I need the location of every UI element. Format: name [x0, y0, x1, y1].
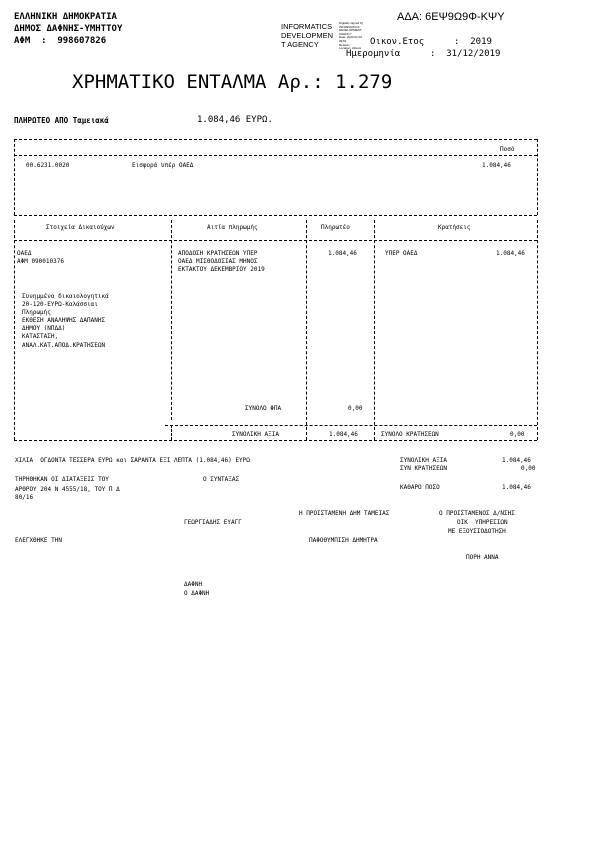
- mayor-title: Ο ΔΑΦΝΗ: [184, 590, 210, 597]
- divider: [14, 240, 537, 241]
- treasurer-title: Η ΠΡΟΙΣΤΑΜΕΝΗ ΔΗΜ ΤΑΜΕΙΑΣ: [299, 510, 390, 517]
- fiscal-year-value: : 2019: [454, 37, 492, 47]
- account-description: Εισφορά υπέρ ΟΑΕΔ: [132, 162, 194, 169]
- cause-line: ΟΑΕΔ ΜΙΣΘΟΔΟΣΙΑΣ ΜΗΝΟΣ: [178, 258, 258, 265]
- stamp-line: INFORMATICS: [281, 22, 333, 31]
- stamp-line: DEVELOPMEN: [281, 31, 334, 40]
- grand-total-value: 1.084,46: [329, 431, 358, 438]
- regulations-text: 80/16: [15, 494, 34, 501]
- divider: [165, 425, 537, 426]
- supporting-docs: ΕΚΘΕΣΗ ΑΝΑΛΗΨΗΣ ΔΑΠΑΝΗΣ: [22, 317, 106, 324]
- afm: ΑΦΜ : 998607826: [14, 36, 107, 46]
- cause-line: ΕΚΤΑΚΤΟΥ ΔΕΚΕΜΒΡΙΟΥ 2019: [178, 266, 265, 273]
- digital-signature-stamp: [281, 22, 371, 52]
- municipality-name: ΔΗΜΟΣ ΔΑΦΝΗΣ-ΥΜΗΤΤΟΥ: [14, 24, 123, 34]
- director-title: ΟΙΚ ΥΠΗΡΕΣΙΩΝ: [457, 519, 508, 526]
- stamp-detail: Date: 2020.01.02: [339, 35, 363, 40]
- column-header-deductions: Κρατήσεις: [438, 224, 471, 231]
- stamp-detail: Digitally signed by: [339, 21, 364, 25]
- vat-total-label: ΣΥΝΟΛΟ ΦΠΑ: [245, 405, 282, 412]
- column-header-cause: Αιτία πληρωμής: [207, 224, 258, 231]
- amount-column-header: Ποσό: [500, 146, 515, 153]
- column-header-beneficiaries: Στοιχεία Δικαιούχων: [46, 224, 115, 231]
- footer-total-value: 1.084,46: [502, 457, 531, 464]
- footer-deductions-value: 0,00: [521, 465, 536, 472]
- supporting-docs: Συνημμένα δικαιολογητικά: [22, 293, 109, 300]
- net-amount-label: ΚΑΘΑΡΟ ΠΟΣΟ: [400, 484, 440, 491]
- treasurer-name: ΠΑΦΟΘΥΜΠΙΣΗ ΔΗΜΗΤΡΑ: [309, 537, 378, 544]
- supporting-docs: 20-120-ΕΥΡΩ-Καλάσσιαι: [22, 301, 98, 308]
- checked-by: ΕΛΕΓΧΘΗΚΕ ΤΗΝ: [15, 537, 62, 544]
- net-amount-value: 1.084,46: [502, 484, 531, 491]
- account-amount: 1.084,46: [482, 162, 511, 169]
- org-name: ΕΛΛΗΝΙΚΗ ΔΗΜΟΚΡΑΤΙΑ: [14, 12, 117, 22]
- beneficiary-afm: ΑΦΜ 090010376: [17, 258, 64, 265]
- footer-deductions-label: ΣΥΝ ΚΡΑΤΗΣΕΩΝ: [400, 465, 447, 472]
- director-title: ΜΕ ΕΞΟΥΣΙΟΔΟΤΗΣΗ: [448, 528, 506, 535]
- amount-in-words: ΧΙΛΙΑ ΟΓΔΟΝΤΑ ΤΕΣΣΕΡΑ ΕΥΡΩ και ΣΑΡΑΝΤΑ ΕΞΙ ΛΕΠΤΑ (1.084,46) ΕΥΡΩ: [15, 457, 250, 464]
- stamp-detail: Location: Athens: [339, 46, 362, 51]
- payable-label: ΠΛΗΡΩΤΕΟ ΑΠΟ Ταμειακά: [14, 116, 109, 125]
- column-header-payable: Πληρωτέο: [321, 224, 350, 231]
- divider: [14, 215, 537, 216]
- ada-code: ΑΔΑ: 6ΕΨ9Ω9Φ-ΚΨΥ: [397, 11, 505, 23]
- divider: [171, 220, 172, 420]
- supporting-docs: Πληρωμής: [22, 309, 51, 316]
- beneficiary-name: ΟΑΕΔ: [17, 250, 32, 257]
- stamp-detail: 09:51: [339, 38, 347, 43]
- supporting-docs: ΔΗΜΟΥ (ΝΠΔΔ): [22, 325, 66, 332]
- regulations-text: ΑΡΘΡΟΥ 204 Ν 4555/18, ΤΟΥ Π Δ: [15, 486, 120, 493]
- divider: [537, 139, 538, 215]
- stamp-detail: INFORMATICS: [339, 24, 360, 29]
- cause-line: ΑΠΟΔΟΣΗ ΚΡΑΤΗΣΕΩΝ ΥΠΕΡ: [178, 250, 258, 257]
- supporting-docs: ΑΝΑΛ.ΚΑΤ.ΑΠΟΔ.ΚΡΑΤΗΣΕΩΝ: [22, 342, 106, 349]
- mayor-place: ΔΑΦΝΗ: [184, 581, 203, 588]
- divider: [537, 220, 538, 440]
- divider: [374, 220, 375, 440]
- divider: [14, 139, 537, 140]
- footer-total-label: ΣΥΝΟΛΙΚΗ ΑΞΙΑ: [400, 457, 447, 464]
- deduction-value: 1.084,46: [496, 250, 525, 257]
- grand-total-label: ΣΥΝΟΛΙΚΗ ΑΞΙΑ: [232, 431, 279, 438]
- account-code: 00.6231.0020: [26, 162, 70, 169]
- divider: [14, 440, 537, 441]
- signatory-name: ΓΕΩΡΓΙΑΔΗΣ ΕΥΑΓΓ: [184, 519, 242, 526]
- divider: [14, 139, 15, 215]
- date-label: Ημερομηνία: [346, 49, 401, 59]
- director-title: Ο ΠΡΟΙΣΤΑΜΕΝΟΣ Δ/ΝΣΗΣ: [439, 510, 515, 517]
- document-title: ΧΡΗΜΑΤΙΚΟ ΕΝΤΑΛΜΑ Αρ.: 1.279: [72, 71, 393, 93]
- payable-value: 1.084,46: [328, 250, 357, 257]
- stamp-line: T AGENCY: [281, 40, 319, 49]
- deduction-label: ΥΠΕΡ ΟΑΕΔ: [385, 250, 418, 257]
- payable-amount: 1.084,46 ΕΥΡΩ.: [197, 115, 273, 125]
- stamp-detail: Reason:: [339, 42, 351, 47]
- deductions-total-value: 0,00: [510, 431, 525, 438]
- director-name: ΠΟΡΗ ΑΝΝΑ: [466, 554, 499, 561]
- supporting-docs: ΚΑΤΑΣΤΑΣΗ,: [22, 333, 59, 340]
- divider: [14, 155, 537, 156]
- divider: [171, 425, 172, 440]
- regulations-text: ΤΗΡΗΘΗΚΑΝ ΟΙ ΔΙΑΤΑΞΕΙΣ ΤΟΥ: [15, 476, 109, 483]
- date-value: : 31/12/2019: [430, 49, 501, 59]
- vat-total-value: 0,00: [348, 405, 363, 412]
- stamp-detail: DEVELOPMENT AGENCY: [339, 28, 362, 36]
- prepared-by: Ο ΣΥΝΤΑΞΑΣ: [203, 476, 240, 483]
- fiscal-year-label: Οικον.Ετος: [370, 37, 425, 47]
- divider: [306, 220, 307, 440]
- divider: [14, 220, 15, 440]
- deductions-total-label: ΣΥΝΟΛΟ ΚΡΑΤΗΣΕΩΝ: [381, 431, 439, 438]
